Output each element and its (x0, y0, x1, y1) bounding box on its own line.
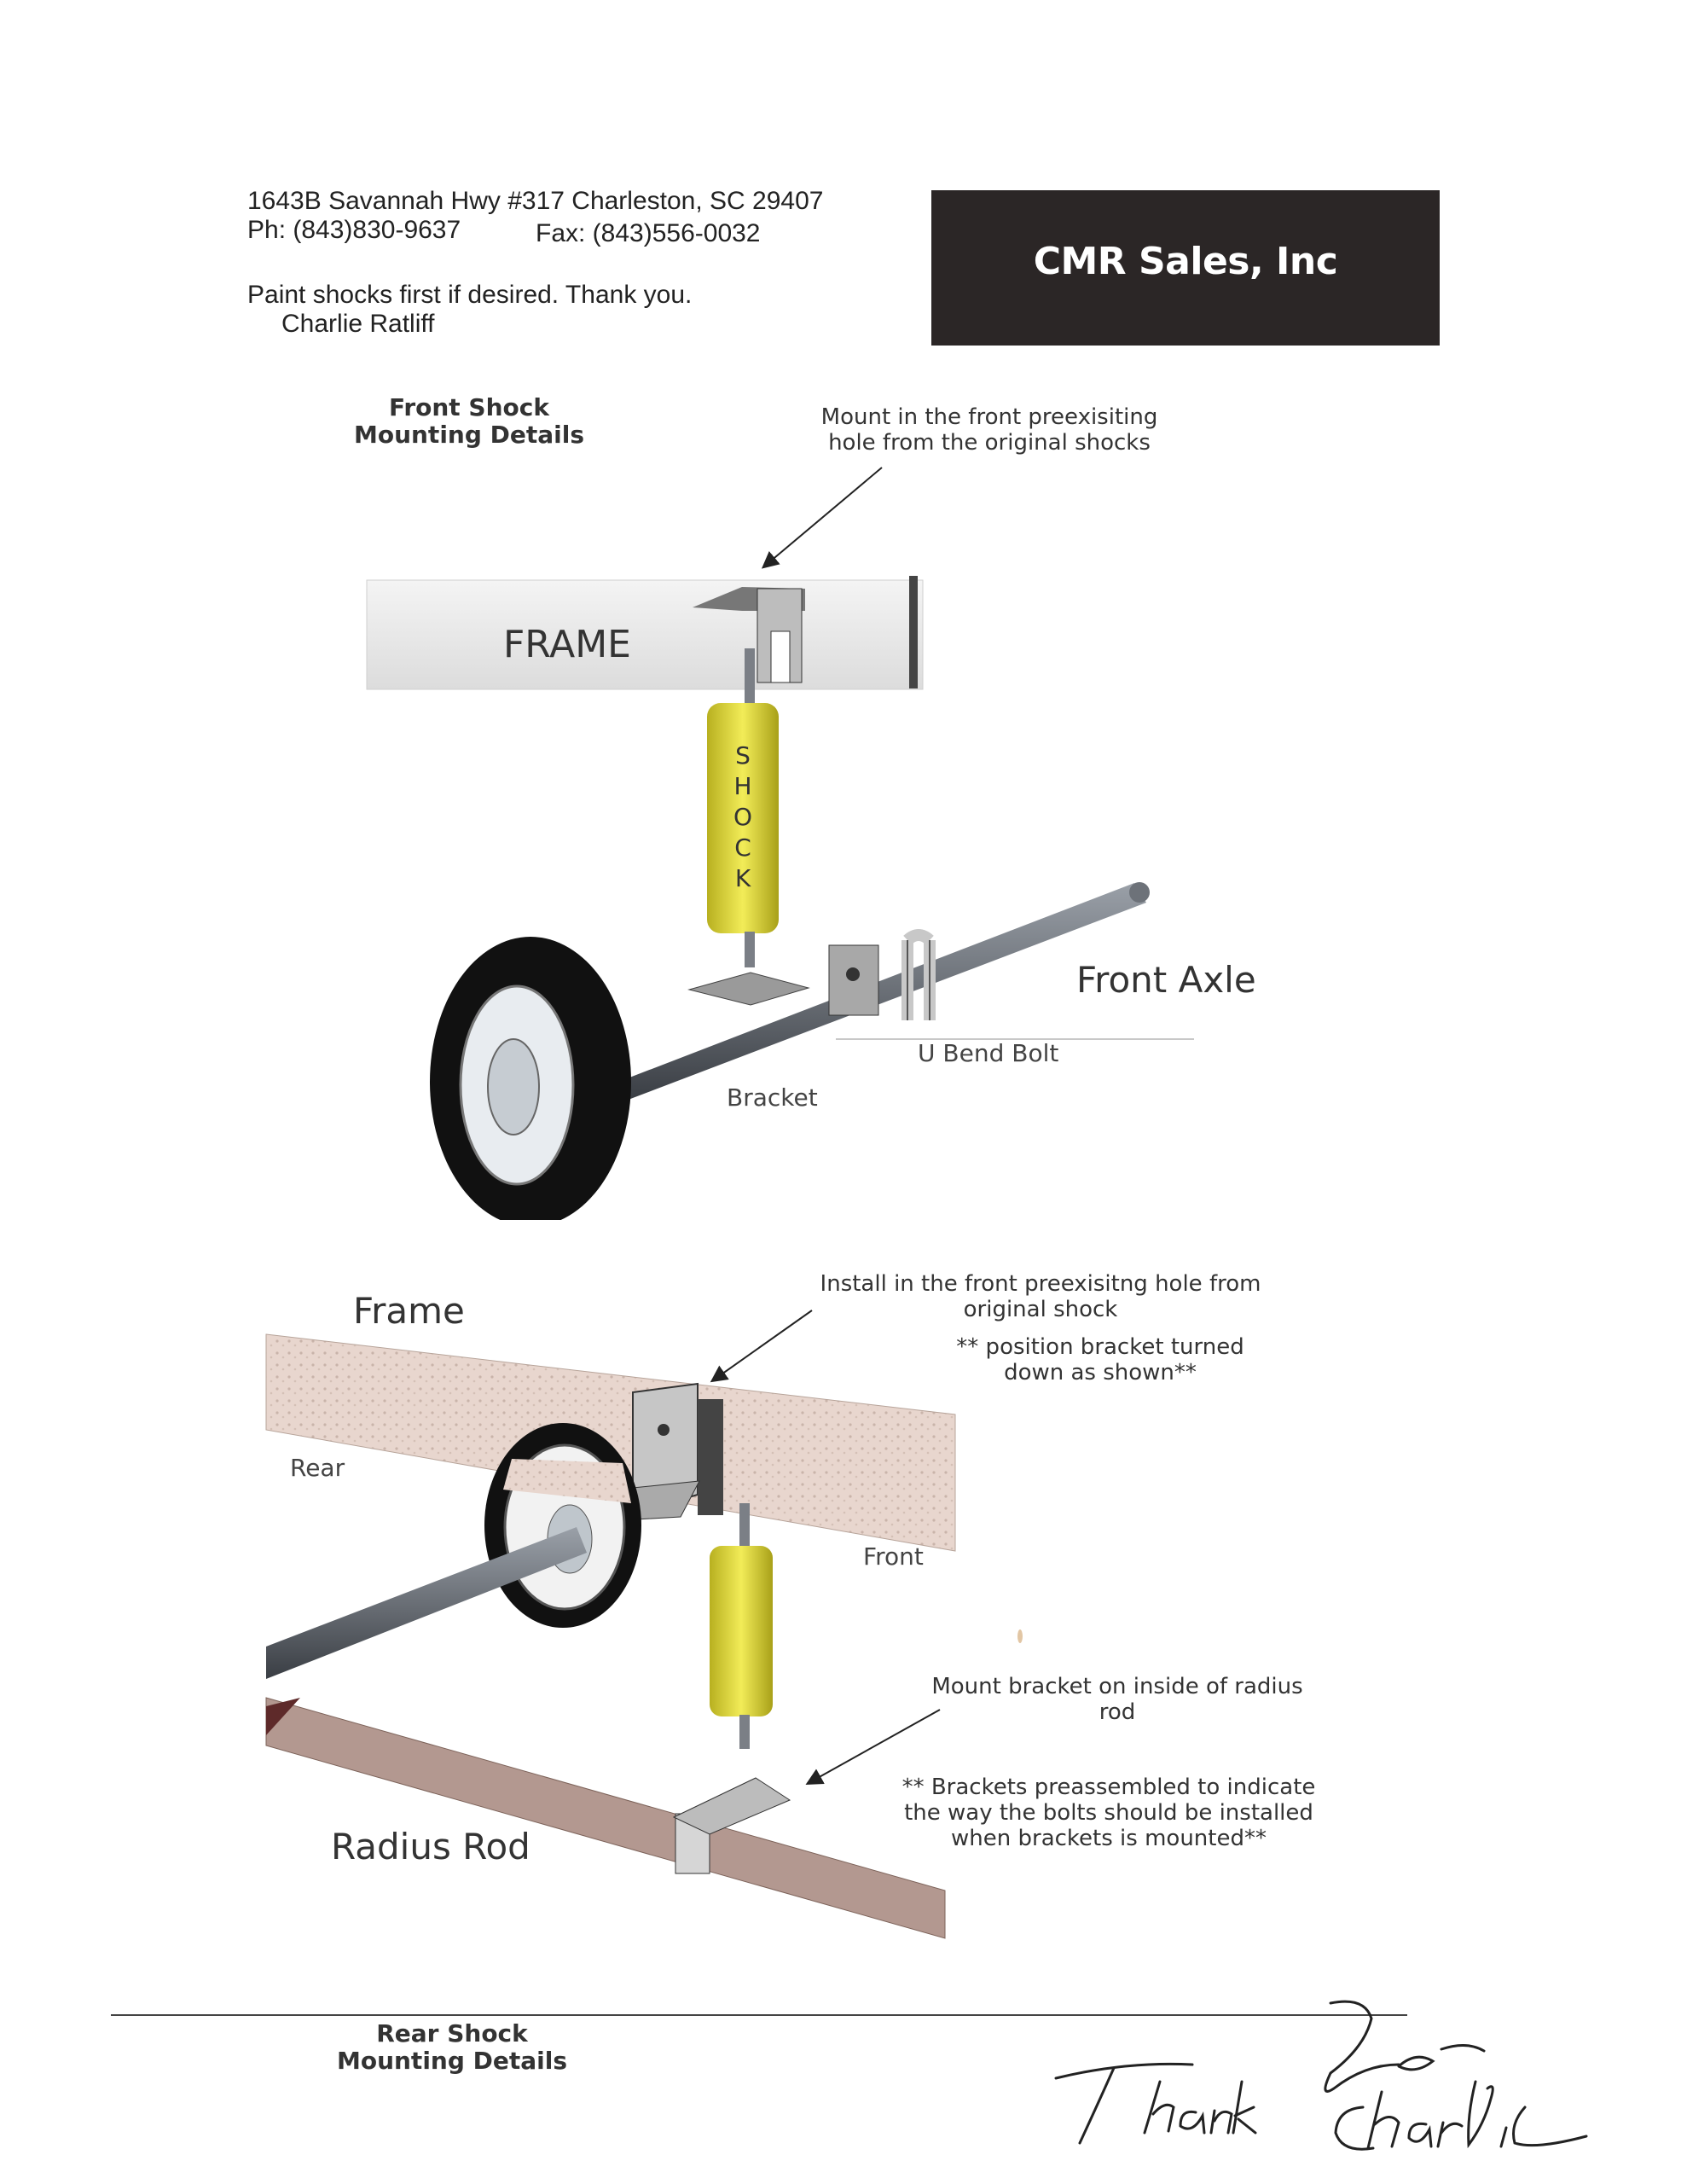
address-line: 1643B Savannah Hwy #317 Charleston, SC 29407 (247, 187, 824, 215)
phone-number: Ph: (843)830-9637 (247, 216, 461, 244)
front-note-arrow (764, 468, 882, 566)
front-note-line2: hole from the original shocks (828, 430, 1151, 456)
preassembled-note (853, 1774, 1365, 1851)
radius-rod (266, 1698, 945, 1938)
rear-note1-line1: Install in the front preexisitng hole from (820, 1271, 1261, 1297)
rear-note3-line1: Mount bracket on inside of radius (931, 1674, 1303, 1699)
front-note-line1: Mount in the front preexisiting (820, 404, 1158, 430)
rear-side-label: Rear (290, 1454, 345, 1482)
rear-title-line2: Mounting Details (336, 2047, 568, 2075)
rear-note4-line2: the way the bolts should be installed (904, 1800, 1313, 1826)
radius-rod-label: Radius Rod (331, 1826, 530, 1867)
handwritten-signature (1056, 2001, 1586, 2149)
rear-note1-line2: original shock (963, 1297, 1118, 1322)
bracket-label: Bracket (727, 1083, 818, 1112)
shock-label: SHOCK (733, 741, 753, 892)
front-wheel (426, 937, 648, 1237)
front-axle-bracket (689, 945, 878, 1015)
paper-stain (1017, 1629, 1023, 1643)
rear-shock (710, 1503, 773, 1749)
rear-title-line1: Rear Shock (376, 2019, 528, 2048)
rear-frame-label: Frame (353, 1290, 465, 1332)
rear-position-note (930, 1334, 1271, 1385)
rear-note2-line2: down as shown** (1004, 1360, 1197, 1385)
company-name: CMR Sales, Inc (1033, 240, 1338, 283)
rear-note4-line1: ** Brackets preassembled to indicate (901, 1774, 1316, 1800)
rear-note4-line3: when brackets is mounted** (951, 1826, 1267, 1851)
front-side-label: Front (863, 1542, 924, 1571)
rear-install-note (751, 1271, 1330, 1322)
front-title-line1: Front Shock (388, 393, 549, 421)
front-title-line2: Mounting Details (353, 421, 585, 449)
sender-name: Charlie Ratliff (281, 310, 435, 338)
rear-section-title (316, 2020, 588, 2075)
rear-wheel (484, 1423, 641, 1628)
message-line: Paint shocks first if desired. Thank you. (247, 281, 693, 309)
fax-number: Fax: (843)556-0032 (536, 219, 761, 247)
rear-note3-line2: rod (1099, 1699, 1136, 1725)
front-frame (367, 576, 923, 689)
front-frame-label: FRAME (503, 623, 631, 666)
front-axle-label: Front Axle (1076, 959, 1256, 1001)
u-bend-bolt-label: U Bend Bolt (918, 1039, 1059, 1067)
rear-note2-line1: ** position bracket turned (956, 1334, 1244, 1360)
radius-bracket-note (887, 1674, 1348, 1725)
